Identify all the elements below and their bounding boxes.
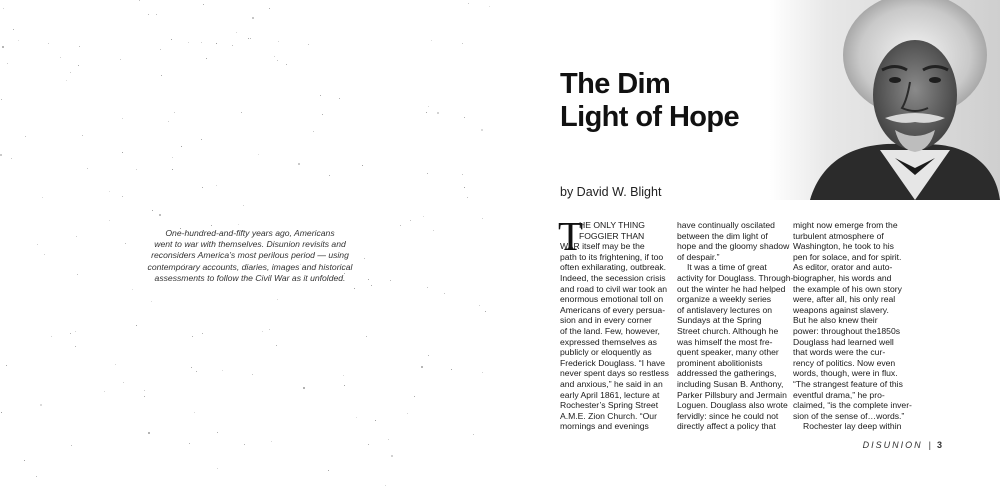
- article-line: Frederick Douglass. “I have: [560, 357, 666, 368]
- paper-speck: [278, 41, 279, 42]
- page-number: 3: [936, 440, 942, 450]
- article-line: As editor, orator and auto-: [793, 262, 893, 273]
- article-line: publicly or eloquently as: [560, 347, 652, 358]
- article-line: “The strangest feature of this: [793, 378, 903, 389]
- paper-speck: [0, 154, 2, 156]
- paper-speck: [329, 175, 330, 176]
- paper-speck: [464, 117, 465, 118]
- paper-speck: [313, 131, 314, 132]
- paper-speck: [344, 385, 345, 386]
- article-byline: by David W. Blight: [560, 185, 662, 199]
- paper-speck: [122, 152, 123, 153]
- article-line: weapons against slavery.: [793, 304, 889, 315]
- article-line: including Susan B. Anthony,: [677, 378, 784, 389]
- paper-speck: [252, 17, 254, 19]
- article-line: hope and the gloomy shadow: [677, 241, 790, 252]
- paper-speck: [104, 391, 105, 392]
- paper-speck: [217, 432, 218, 433]
- paper-speck: [60, 57, 61, 58]
- article-line: often exhilarating, outbreak.: [560, 262, 667, 273]
- paper-speck: [375, 420, 376, 421]
- article-line: rency of politics. Now even: [793, 357, 896, 368]
- article-line: fervidly: since he could not: [677, 410, 779, 421]
- article-line: that words were the cur-: [793, 347, 886, 358]
- article-line: directly affect a policy that: [677, 421, 776, 432]
- article-line: quent speaker, many other: [677, 347, 779, 358]
- paper-speck: [286, 64, 287, 65]
- article-line: between the dim light of: [677, 230, 768, 241]
- paper-speck: [206, 58, 207, 59]
- intro-line: assessments to follow the Civil War as it unfolded.: [154, 272, 346, 283]
- paper-speck: [37, 244, 38, 245]
- intro-blurb: [130, 228, 370, 284]
- article-line: activity for Douglass. Through-: [677, 272, 794, 283]
- article-line: and anxious,” he said in an: [560, 378, 663, 389]
- article-line: eventful drama,” he pro-: [793, 389, 885, 400]
- paper-speck: [414, 396, 415, 397]
- paper-speck: [481, 129, 483, 131]
- paper-speck: [427, 287, 428, 288]
- paper-speck: [3, 8, 4, 9]
- article-column-3: [793, 220, 912, 432]
- paper-speck: [262, 331, 263, 332]
- section-name: DISUNION: [862, 440, 923, 450]
- paper-speck: [462, 174, 463, 175]
- paper-speck: [172, 169, 173, 170]
- article-line: were, after all, his only real: [793, 294, 896, 305]
- paper-speck: [77, 274, 78, 275]
- article-line: Parker Pillsbury and Jermain: [677, 389, 787, 400]
- intro-line: reconsiders America’s most perilous period — using: [151, 250, 349, 261]
- paper-speck: [202, 187, 203, 188]
- paper-speck: [241, 112, 242, 113]
- paper-speck: [201, 139, 202, 140]
- article-line: sion of the sense of…words.”: [793, 410, 905, 421]
- paper-speck: [109, 191, 110, 192]
- paper-speck: [482, 372, 483, 373]
- paper-speck: [385, 485, 386, 486]
- paper-speck: [388, 439, 389, 440]
- article-line: A.M.E. Zion Church. “Our: [560, 410, 657, 421]
- paper-speck: [203, 4, 204, 5]
- article-line: never spent days so restless: [560, 368, 669, 379]
- article-line: addressed the gatherings,: [677, 368, 777, 379]
- paper-speck: [232, 45, 233, 46]
- article-line: Indeed, the secession crisis: [560, 272, 666, 283]
- paper-speck: [82, 135, 83, 136]
- paper-speck: [428, 355, 429, 356]
- paper-speck: [75, 346, 76, 347]
- article-line: of despair.”: [677, 251, 720, 262]
- paper-speck: [25, 136, 26, 137]
- paper-speck: [217, 468, 218, 469]
- paper-speck: [136, 169, 137, 170]
- paper-speck: [391, 455, 393, 457]
- article-line: claimed, “is the complete inver-: [793, 400, 912, 411]
- article-line: might now emerge from the: [793, 220, 898, 230]
- paper-speck: [36, 476, 37, 477]
- article-line: was himself the most fre-: [677, 336, 773, 347]
- article-line: enormous emotional toll on: [560, 294, 664, 305]
- paper-speck: [354, 288, 355, 289]
- paper-speck: [76, 236, 77, 237]
- article-line: HE ONLY THING: [579, 220, 645, 230]
- paper-speck: [171, 39, 172, 40]
- article-line: turbulent atmosphere of: [793, 230, 884, 241]
- paper-speck: [7, 63, 8, 64]
- paper-speck: [202, 333, 203, 334]
- paper-speck: [371, 285, 372, 286]
- paper-speck: [320, 95, 321, 96]
- article-line: Washington, he took to his: [793, 241, 894, 252]
- paper-speck: [222, 370, 223, 371]
- paper-speck: [437, 112, 439, 114]
- paper-speck: [51, 336, 52, 337]
- paper-speck: [216, 185, 217, 186]
- paper-speck: [428, 106, 429, 107]
- paper-speck: [248, 38, 249, 39]
- paper-speck: [120, 59, 121, 60]
- paper-speck: [462, 43, 463, 44]
- article-line: Rochester’s Spring Street: [560, 400, 659, 411]
- paper-speck: [464, 187, 465, 188]
- paper-speck: [277, 60, 278, 61]
- paper-speck: [40, 404, 42, 406]
- paper-speck: [269, 8, 270, 9]
- paper-speck: [400, 225, 401, 226]
- article-line: Douglass had learned well: [793, 336, 894, 347]
- paper-speck: [201, 42, 202, 43]
- article-line: But he also knew their: [793, 315, 878, 326]
- paper-speck: [144, 396, 145, 397]
- paper-speck: [189, 443, 190, 444]
- paper-speck: [216, 43, 217, 44]
- article-column-1: [560, 220, 672, 432]
- paper-speck: [75, 331, 76, 332]
- paper-speck: [78, 65, 79, 66]
- article-line: organize a weekly series: [677, 294, 772, 305]
- paper-speck: [122, 196, 123, 197]
- article-line: prominent abolitionists: [677, 357, 763, 368]
- article-line: path to its frightening, if too: [560, 251, 664, 262]
- paper-speck: [258, 154, 259, 155]
- paper-speck: [109, 220, 110, 221]
- article-line: power: throughout the1850s: [793, 325, 901, 336]
- article-line: pen for solace, and for spirit.: [793, 251, 902, 262]
- paper-speck: [11, 158, 12, 159]
- paper-speck: [356, 417, 357, 418]
- paper-speck: [87, 168, 88, 169]
- article-line: expressed themselves as: [560, 336, 657, 347]
- article-line: Street church. Although he: [677, 325, 779, 336]
- paper-speck: [238, 224, 239, 225]
- intro-line: One-hundred-and-fifty years ago, Americans: [165, 228, 335, 238]
- paper-speck: [151, 301, 152, 302]
- paper-speck: [144, 390, 145, 391]
- paper-speck: [433, 230, 434, 231]
- paper-speck: [303, 387, 305, 389]
- title-line: The Dim: [560, 68, 671, 100]
- right-page: [500, 0, 1000, 500]
- paper-speck: [451, 369, 452, 370]
- article-line: Americans of every persua-: [560, 304, 666, 315]
- paper-speck: [174, 112, 175, 113]
- paper-speck: [421, 366, 423, 368]
- paper-speck: [42, 197, 43, 198]
- article-line: It was a time of great: [687, 262, 767, 273]
- paper-speck: [482, 218, 483, 219]
- paper-speck: [1, 412, 2, 413]
- title-line: Light of Hope: [560, 101, 740, 133]
- article-line: mornings and evenings: [560, 421, 649, 432]
- paper-speck: [66, 80, 67, 81]
- article-line: of antislavery lectures on: [677, 304, 773, 315]
- paper-speck: [192, 336, 193, 337]
- paper-speck: [473, 434, 474, 435]
- paper-speck: [271, 441, 272, 442]
- paper-speck: [244, 444, 245, 445]
- paper-speck: [188, 42, 189, 43]
- paper-speck: [123, 382, 124, 383]
- paper-speck: [13, 29, 14, 30]
- article-line: Sundays at the Spring: [677, 315, 762, 326]
- paper-speck: [168, 121, 169, 122]
- paper-speck: [274, 56, 275, 57]
- paper-speck: [122, 118, 123, 119]
- paper-speck: [48, 43, 49, 44]
- paper-speck: [159, 214, 161, 216]
- paper-speck: [148, 14, 149, 15]
- paper-speck: [250, 38, 251, 39]
- article-line: Rochester lay deep within: [803, 421, 902, 432]
- paper-speck: [136, 325, 137, 326]
- paper-speck: [269, 329, 270, 330]
- paper-speck: [1, 99, 2, 100]
- page-footer: [863, 440, 942, 450]
- paper-speck: [366, 336, 367, 337]
- paper-speck: [196, 371, 197, 372]
- article-line: and road to civil war took an: [560, 283, 668, 294]
- paper-speck: [156, 14, 157, 15]
- paper-speck: [467, 197, 468, 198]
- article-line: biographer, his words and: [793, 272, 892, 283]
- paper-speck: [6, 365, 7, 366]
- paper-speck: [172, 157, 173, 158]
- article-line: have continually oscilated: [677, 220, 775, 230]
- paper-speck: [489, 6, 490, 7]
- paper-speck: [444, 293, 445, 294]
- article-line: words, though, were in flux.: [793, 368, 898, 379]
- paper-speck: [181, 146, 182, 147]
- paper-speck: [343, 375, 344, 376]
- paper-speck: [191, 367, 192, 368]
- paper-speck: [160, 49, 161, 50]
- article-line: of the land. Few, however,: [560, 325, 660, 336]
- article-line: early April 1861, lecture at: [560, 389, 660, 400]
- article-line: Loguen. Douglass also wrote: [677, 400, 788, 411]
- article-line: WAR itself may be the: [560, 241, 645, 252]
- paper-speck: [125, 243, 126, 244]
- paper-speck: [236, 32, 237, 33]
- paper-speck: [44, 254, 45, 255]
- paper-speck: [277, 299, 278, 300]
- douglass-portrait-photo: [770, 0, 1000, 200]
- article-column-2: [677, 220, 794, 432]
- intro-line: went to war with themselves. Disunion revisits and: [154, 239, 346, 250]
- drop-cap: T: [558, 213, 584, 259]
- paper-speck: [468, 3, 469, 4]
- paper-speck: [328, 470, 329, 471]
- paper-speck: [427, 173, 428, 174]
- paper-speck: [431, 40, 432, 41]
- footer-separator: |: [928, 440, 931, 450]
- article-line: sion and in every corner: [560, 315, 652, 326]
- paper-speck: [390, 280, 391, 281]
- paper-speck: [298, 163, 300, 165]
- paper-speck: [71, 445, 72, 446]
- paper-speck: [194, 412, 195, 413]
- paper-speck: [24, 460, 25, 461]
- paper-speck: [362, 165, 363, 166]
- paper-speck: [308, 44, 309, 45]
- paper-speck: [2, 46, 4, 48]
- paper-speck: [368, 444, 369, 445]
- paper-speck: [485, 311, 486, 312]
- paper-speck: [70, 72, 71, 73]
- paper-speck: [148, 432, 150, 434]
- paper-speck: [276, 345, 277, 346]
- paper-speck: [479, 305, 480, 306]
- paper-speck: [322, 114, 323, 115]
- paper-speck: [423, 216, 424, 217]
- paper-speck: [152, 210, 153, 211]
- paper-speck: [211, 225, 212, 226]
- paper-speck: [339, 98, 340, 99]
- paper-speck: [410, 220, 411, 221]
- paper-speck: [407, 413, 408, 414]
- article-line: the example of his own story: [793, 283, 902, 294]
- paper-speck: [70, 333, 71, 334]
- paper-speck: [426, 112, 427, 113]
- paper-speck: [161, 75, 162, 76]
- article-line: FOGGIER THAN: [579, 230, 645, 241]
- paper-speck: [115, 364, 116, 365]
- paper-speck: [132, 289, 133, 290]
- paper-speck: [243, 205, 244, 206]
- paper-speck: [139, 0, 140, 1]
- paper-speck: [79, 46, 80, 47]
- paper-speck: [252, 374, 253, 375]
- article-line: out the winter he had helped: [677, 283, 786, 294]
- article-title: [560, 68, 739, 134]
- intro-line: contemporary accounts, diaries, images and historical: [147, 261, 353, 272]
- paper-speck: [18, 40, 19, 41]
